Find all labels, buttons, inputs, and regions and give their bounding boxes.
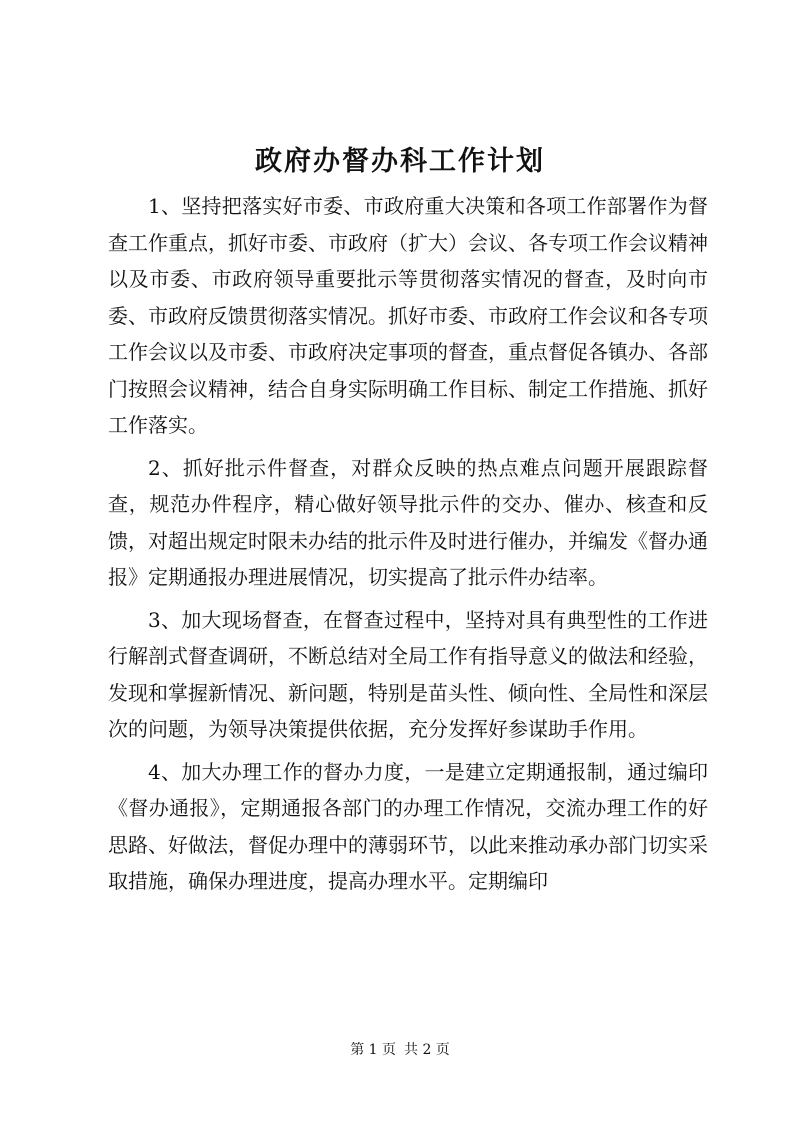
page-title: 政府办督办科工作计划	[255, 146, 545, 177]
paragraph-4: 4、加大办理工作的督办力度，一是建立定期通报制，通过编印《督办通报》，定期通报各部门的办理工作情况，交流办理工作的好思路、好做法，督促办理中的薄弱环节，以此来推动承办部门切实采取措施，确保办理进度，提高办理水平。定期编印	[108, 759, 708, 893]
paragraph-2: 2、抓好批示件督查，对群众反映的热点难点问题开展跟踪督查，规范办件程序，精心做好领导批示件的交办、催办、核查和反馈，对超出规定时限未办结的批示件及时进行催办，并编发《督办通报》定期通报办理进展情况，切实提高了批示件办结率。	[108, 455, 708, 589]
paragraph-3: 3、加大现场督查，在督查过程中，坚持对具有典型性的工作进行解剖式督查调研，不断总结对全局工作有指导意义的做法和经验，发现和掌握新情况、新问题，特别是苗头性、倾向性、全局性和深层次的问题，为领导决策提供依据，充分发挥好参谋助手作用。	[108, 607, 708, 741]
page-number: 第 1 页	[350, 1042, 396, 1058]
page-footer	[0, 1040, 800, 1060]
document-body	[108, 188, 708, 906]
page-total: 共 2 页	[404, 1042, 450, 1058]
paragraph-1: 1、坚持把落实好市委、市政府重大决策和各项工作部署作为督查工作重点，抓好市委、市政府（扩大）会议、各专项工作会议精神以及市委、市政府领导重要批示等贯彻落实情况的督查，及时向市委、市政府反馈贯彻落实情况。抓好市委、市政府工作会议和各专项工作会议以及市委、市政府决定事项的督查，重点督促各镇办、各部门按照会议精神，结合自身实际明确工作目标、制定工作措施、抓好工作落实。	[108, 194, 708, 437]
